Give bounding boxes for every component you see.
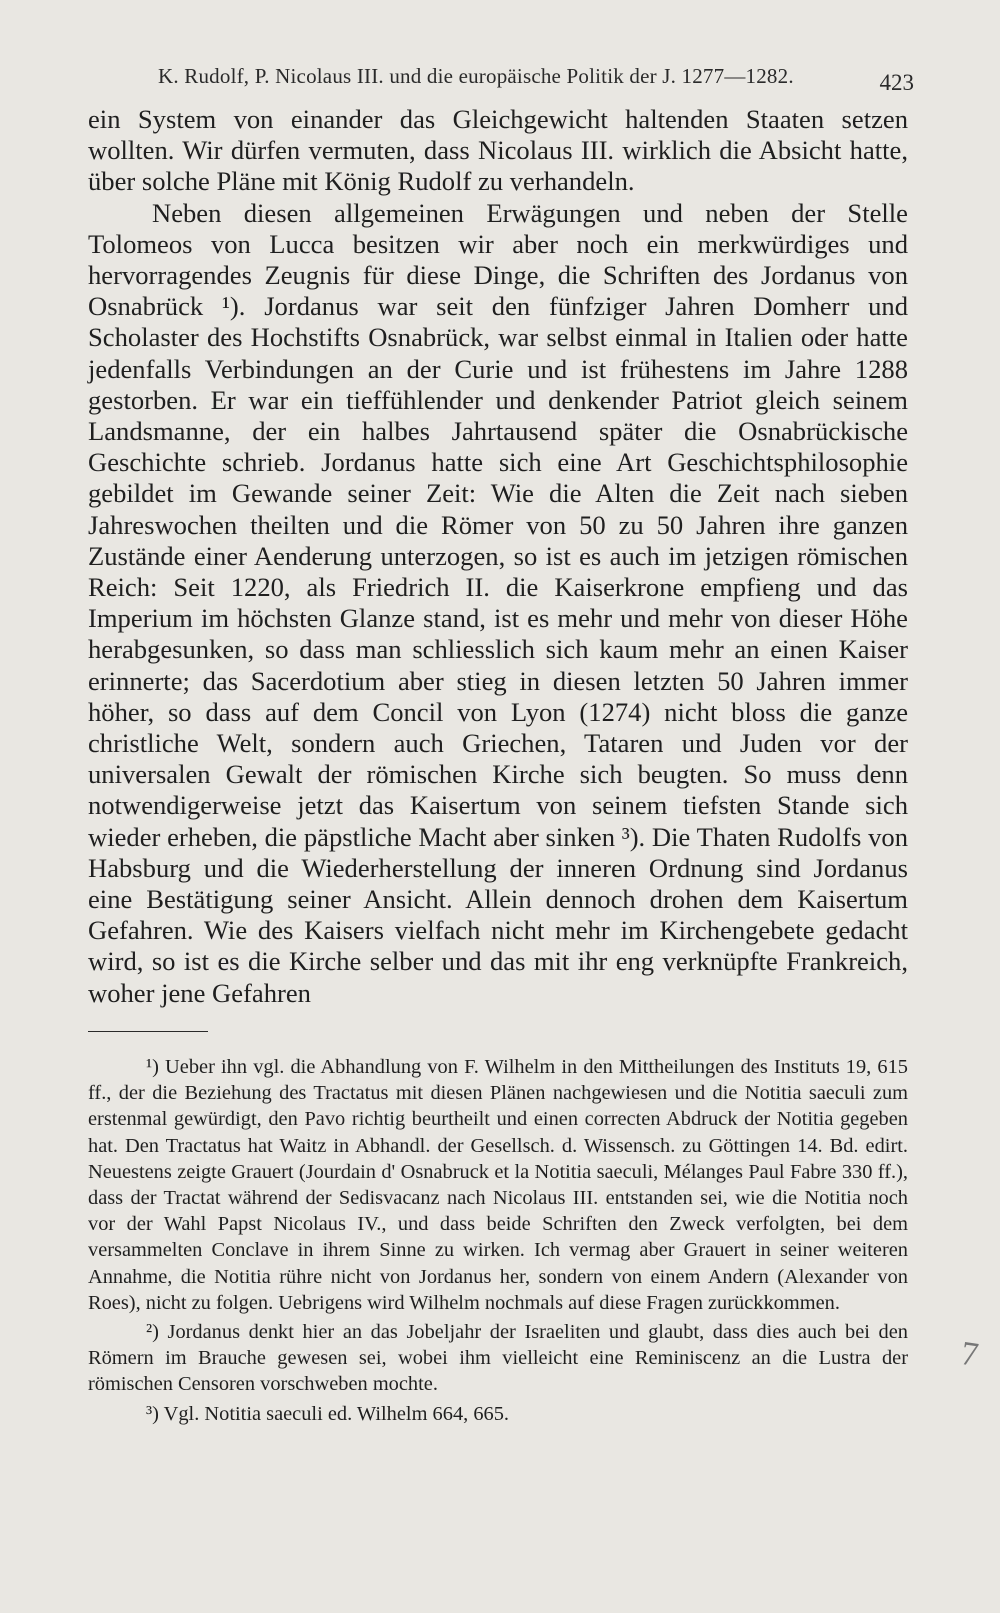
footnote-3: ³) Vgl. Notitia saeculi ed. Wilhelm 664, 665. <box>146 1402 510 1425</box>
paragraph: ein System von einander das Gleichgewicht haltenden Staaten setzen wollten. Wir dürfen vermuten, dass Nicolaus III. wirklich die Absicht hatte, über solche Pläne mit König Rudolf zu verhandeln. <box>88 104 908 197</box>
paragraph: Neben diesen allgemeinen Erwägungen und neben der Stelle Tolomeos von Lucca besitzen wir aber noch ein merkwürdiges und hervorragendes Zeugnis für diese Dinge, die Schriften des Jordanus von Osnabrück ¹). Jordanus war seit den fünfziger Jahren Domherr und Scholaster des Hochstifts Osnabrück, war selbst einmal in Italien oder hatte jedenfalls Verbindungen an der Curie und ist frühestens im Jahre 1288 gestorben. Er war ein tieffühlender und denkender Patriot gleich seinem Landsmanne, der ein halbes Jahrtausend später die Osnabrückische Geschichte schrieb. Jordanus hatte sich eine Art Geschichtsphilosophie gebildet im Gewande seiner Zeit: Wie die Alten die Zeit nach sieben Jahreswochen theilten und die Römer von 50 zu 50 Jahren ihre ganzen Zustände einer Aenderung unterzogen, so ist es auch im jetzigen römischen Reich: Seit 1220, als Friedrich II. die Kaiserkrone empfieng und das Imperium im höchsten Glanze stand, ist es mehr und mehr von dieser Höhe herabgesunken, so dass man schliesslich sich kaum mehr an einen Kaiser erinnerte; das Sacerdotium aber stieg in diesen letzten 50 Jahren immer höher, so dass auf dem Concil von Lyon (1274) nicht bloss die ganze christliche Welt, sondern auch Griechen, Tataren und Juden vor der universalen Gewalt der römischen Kirche sich beugten. So muss denn notwendigerweise jetzt das Kaisertum von seinem tiefsten Stande sich wieder erheben, die päpstliche Macht aber sinken ³). Die Thaten Rudolfs von Habsburg und die Wiederherstellung der inneren Ordnung sind Jordanus eine Bestätigung seiner Ansicht. Allein dennoch drohen dem Kaisertum Gefahren. Wie des Kaisers vielfach nicht mehr im Kirchengebete gedacht wird, so ist es die Kirche selber und das mit ihr eng verknüpfte Frankreich, woher jene Gefahren <box>88 197 908 1008</box>
page-number: 423 <box>879 70 914 95</box>
page-header <box>88 58 914 100</box>
footnote-separator <box>88 1031 208 1032</box>
running-head: K. Rudolf, P. Nicolaus III. und die europäische Politik der J. 1277—1282. <box>158 64 794 88</box>
footnotes <box>88 1054 908 1427</box>
main-text <box>88 104 908 1009</box>
footnote-1: ¹) Ueber ihn vgl. die Abhandlung von F. Wilhelm in den Mittheilungen des Instituts 19, 615 ff., der die Beziehung des Tractatus mit diesen Plänen nachgewiesen und die Notitia saeculi zum erstenmal gewürdigt, den Pavo richtig beurtheilt und einen correcten Abdruck der Notitia gegeben hat. Den Tractatus hat Waitz in Abhandl. der Gesellsch. d. Wissensch. zu Göttingen 14. Bd. edirt. Neuestens zeigte Grauert (Jourdain d' Osnabruck et la Notitia saeculi, Mélanges Paul Fabre 330 ff.), dass der Tractat während der Sedisvacanz nach Nicolaus III. entstanden sei, wie die Notitia noch vor der Wahl Papst Nicolaus IV., und dass beide Schriften den Zweck verfolgten, bei dem versammelten Conclave in ihrem Sinne zu wirken. Ich vermag aber Grauert in seiner weiteren Annahme, die Notitia rühre nicht von Jordanus her, sondern von einem Andern (Alexander von Roes), nicht zu folgen. Uebrigens wird Wilhelm nochmals auf diese Fragen zurückkommen. <box>88 1055 908 1314</box>
footnote-2: ²) Jordanus denkt hier an das Jobeljahr der Israeliten und glaubt, dass dies auch bei den Römern im Brauche gewesen sei, wobei ihm vielleicht eine Reminiscenz an die Lustra der römischen Censoren vorschweben mochte. <box>88 1320 908 1396</box>
handwritten-margin-mark: 7 <box>958 1335 981 1375</box>
